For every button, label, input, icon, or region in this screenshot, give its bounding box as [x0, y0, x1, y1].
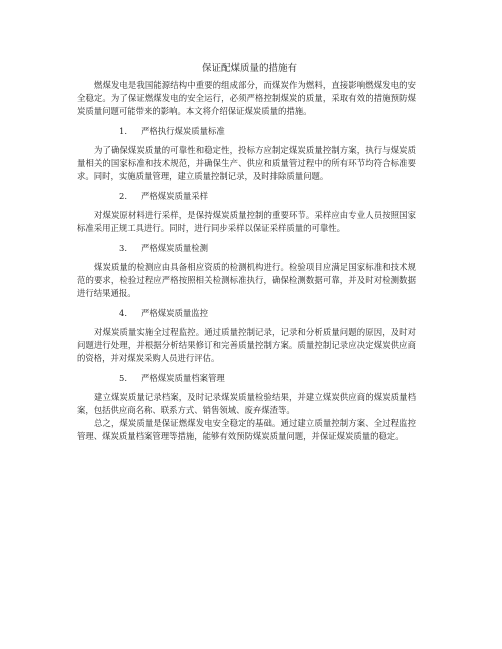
section-number: 3.: [119, 243, 127, 253]
section-heading-4: [77, 307, 416, 320]
section-body-5: 建立煤炭质量记录档案，及时记录煤炭质量检验结果，并建立煤炭供应商的煤炭质量档案，包括供应商名称、联系方式、销售领域、废弃煤渣等。: [77, 392, 416, 415]
section-number: 5.: [119, 373, 127, 383]
section-heading-text: 严格煤炭质量监控: [141, 308, 208, 318]
section-heading-1: [77, 125, 416, 138]
intro-paragraph: 燃煤发电是我国能源结构中重要的组成部分，而煤炭作为燃料，直接影响燃煤发电的安全稳定。为了保证燃煤发电的安全运行，必须严格控制煤炭的质量，采取有效的措施预防煤炭质量问题可能带来的影响。本文将介绍保证煤炭质量的措施。: [77, 80, 416, 116]
section-number: 1.: [119, 126, 127, 136]
section-body-4: 对煤炭质量实施全过程监控。通过质量控制记录，记录和分析质量问题的原因，及时对问题进行处理，并根据分析结果修订和完善质量控制方案。质量控制记录应决定煤炭供应商的资格，并对煤炭采购人员进行评估。: [77, 327, 416, 363]
section-heading-text: 严格煤炭质量检测: [141, 243, 208, 253]
section-heading-3: [77, 242, 416, 255]
document-title: 保证配煤质量的措施有: [201, 63, 297, 74]
section-number: 2.: [119, 191, 127, 201]
section-heading-text: 严格煤炭质量采样: [141, 191, 208, 201]
section-body-1: 为了确保煤炭质量的可靠性和稳定性，投标方应制定煤炭质量控制方案，执行与煤炭质量相关的国家标准和技术规范，并确保生产、供应和质量管过程中的所有环节均符合标准要求。同时，实施质量管理，建立质量控制记录，及时排除质量问题。: [77, 145, 416, 181]
section-heading-2: [77, 190, 416, 203]
section-heading-5: [77, 372, 416, 385]
section-heading-text: 严格执行煤炭质量标准: [141, 126, 225, 136]
section-number: 4.: [119, 308, 127, 318]
conclusion-paragraph: 总之，煤炭质量是保证燃煤发电安全稳定的基础。通过建立质量控制方案、全过程监控管理、煤炭质量档案管理等措施，能够有效预防煤炭质量问题，并保证煤炭质量的稳定。: [77, 418, 416, 441]
section-body-3: 煤炭质量的检测应由具备相应资质的检测机构进行。检验项目应满足国家标准和技术规范的要求，检验过程应严格按照相关检测标准执行，确保检测数据可靠，并及时对检测数据进行结果通报。: [77, 262, 416, 298]
section-body-2: 对煤炭原材料进行采样，是保持煤炭质量控制的重要环节。采样应由专业人员按照国家标准采用正规工具进行。同时，进行同步采样以保证采样质量的可靠性。: [77, 210, 416, 233]
section-heading-text: 严格煤炭质量档案管理: [141, 373, 225, 383]
